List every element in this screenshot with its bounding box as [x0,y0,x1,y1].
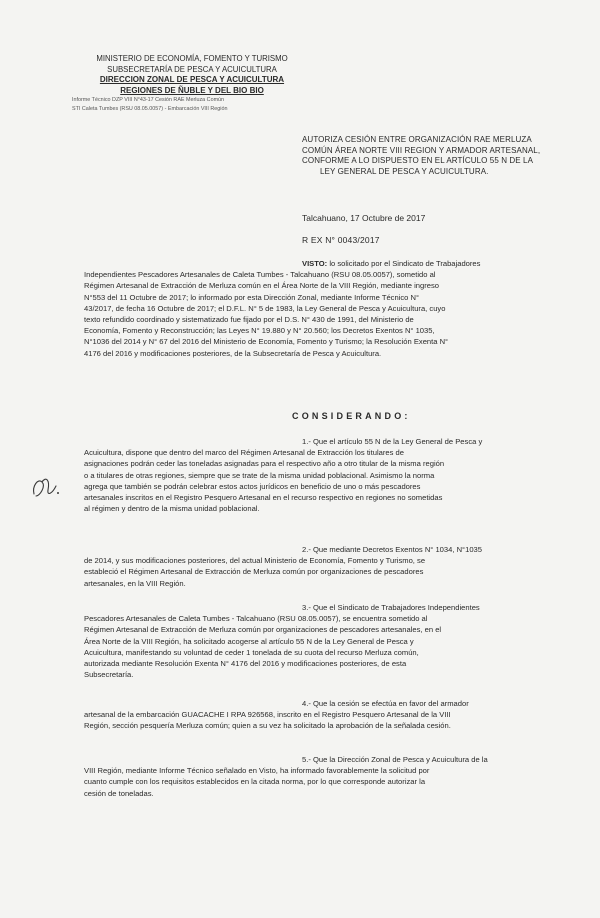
text-line: artesanales inscritos en el Registro Pesquero Artesanal en el recurso respectivo en regiones no sometidas [84,493,443,503]
text-line: o a titulares de otras regiones, siempre que se trate de la misma unidad poblacional. Asimismo la norma [84,470,435,480]
title-line: CONFORME A LO DISPUESTO EN EL ARTÍCULO 55 N DE LA [302,156,534,165]
considerando-3 [84,602,516,680]
text-line: 1.- Que el artículo 55 N de la Ley General de Pesca y [302,437,483,446]
text-line: autorizada mediante Resolución Exenta N° 4176 del 2016 y modificaciones posteriores, de esta [84,659,407,669]
ministry-name: MINISTERIO DE ECONOMÍA, FOMENTO Y TURISMO [96,54,288,63]
text-line: 43/2017, de fecha 16 Octubre de 2017; el D.F.L. N° 5 de 1983, la Ley General de Pesca y Acuicultura, cuyo [84,303,446,313]
text-line: lo solicitado por el Sindicato de Trabajadores [329,259,481,268]
considerando-heading: CONSIDERANDO: [292,411,411,421]
text-line: Pescadores Artesanales de Caleta Tumbes - Talcahuano (RSU 08.05.0057), se encuentra sometido al [84,614,428,624]
text-line: artesanal de la embarcación GUACACHE I RPA 926568, inscrito en el Registro Pesquero Artesanal de la VIII [84,710,451,720]
reference-line-1: Informe Técnico DZP VIII N°43-17 Cesión RAE Merluza Común [72,97,225,103]
considerando-1 [84,436,516,514]
undersecretariat-name: SUBSECRETARÍA DE PESCA Y ACUICULTURA [107,64,277,74]
text-line: 2.- Que mediante Decretos Exentos N° 1034, N°1035 [302,545,482,554]
text-line: Acuicultura, manifestando su voluntad de ceder 1 tonelada de su cuota del recurso Merluza común, [84,647,419,657]
text-line: artesanales, en la VIII Región. [84,578,186,588]
text-line: VIII Región, mediante Informe Técnico señalado en Visto, ha informado favorablemente la solicitud por [84,766,430,776]
title-line: LEY GENERAL DE PESCA Y ACUICULTURA. [320,166,489,176]
resolution-title [302,135,540,177]
text-line: Subsecretaría. [84,670,134,680]
text-line: agrega que también se podrán celebrar estos actos jurídicos en beneficio de uno o más pescadores [84,481,421,491]
text-line: Economía, Fomento y Reconstrucción; las Leyes N° 19.880 y N° 20.560; los Decretos Exentos N° 1035, [84,326,435,336]
letterhead [72,54,312,113]
regions-name: REGIONES DE ÑUBLE Y DEL BIO BIO [120,85,264,95]
text-line: estableció el Régimen Artesanal de Extracción de Merluza común por organizaciones de pescadores [84,567,424,577]
handwritten-initials [28,472,64,502]
text-line: 5.- Que la Dirección Zonal de Pesca y Acuicultura de la [302,755,488,764]
text-line: N°1036 del 2014 y N° 67 del 2016 del Ministerio de Economía, Fomento y Turismo; la Resolución Exenta N° [84,337,449,347]
text-line: Área Norte de la VIII Región, ha solicitado acogerse al artículo 55 N de la Ley General de Pesca y [84,636,414,646]
text-line: texto refundido coordinado y sistematizado fue fijado por el D.S. N° 430 de 1991, del Ministerio de [84,315,414,325]
considerando-4 [84,698,516,732]
text-line: de 2014, y sus modificaciones posteriores, del actual Ministerio de Economía, Fomento y Turismo, se [84,556,426,566]
title-line: COMÚN ÁREA NORTE VIII REGION Y ARMADOR ARTESANAL, [302,145,541,155]
text-line: Régimen Artesanal de Extracción de Merluza común en el Área Norte de la VIII Región, mediante ingreso [84,281,439,291]
zonal-direction-name: DIRECCION ZONAL DE PESCA Y ACUICULTURA [99,75,285,84]
text-line: asignaciones podrán ceder las toneladas asignadas para el respectivo año a otro titular de la misma región [84,459,445,469]
visto-paragraph [84,258,516,359]
text-line: Región, sección pesquería Merluza común; quien a su vez ha solicitado la aprobación de la señalada cesión. [84,721,451,731]
text-line: Independientes Pescadores Artesanales de Caleta Tumbes - Talcahuano (RSU 08.05.0057), sometido al [84,270,436,280]
text-line: 4.- Que la cesión se efectúa en favor del armador [302,699,469,708]
text-line: N°553 del 11 Octubre de 2017; lo informado por esta Dirección Zonal, mediante Informe Técnico N° [84,292,420,302]
text-line: cuanto cumple con los requisitos establecidos en la citada norma, por lo que corresponde autorizar la [84,777,426,787]
resolution-number: R EX N° 0043/2017 [302,235,380,245]
considerando-2 [84,544,516,589]
title-line: AUTORIZA CESIÓN ENTRE ORGANIZACIÓN RAE MERLUZA [302,135,532,144]
text-line: 3.- Que el Sindicato de Trabajadores Independientes [302,603,480,612]
text-line: 4176 del 2016 y modificaciones posteriores, de la Subsecretaría de Pesca y Acuicultura. [84,348,382,358]
text-line: cesión de toneladas. [84,788,154,798]
text-line: Régimen Artesanal de Extracción de Merluza común por organizaciones de pescadores artesanales, en el [84,625,442,635]
text-line: Acuicultura, dispone que dentro del marco del Régimen Artesanal de Extracción los titulares de [84,448,404,458]
visto-label: VISTO: [302,259,328,268]
considerando-5 [84,754,516,799]
reference-line-2: STI Caleta Tumbes (RSU 08.05.0057) - Embarcación VIII Región [72,105,228,112]
place-date: Talcahuano, 17 Octubre de 2017 [302,213,426,223]
text-line: al régimen y dentro de la misma unidad poblacional. [84,504,260,514]
